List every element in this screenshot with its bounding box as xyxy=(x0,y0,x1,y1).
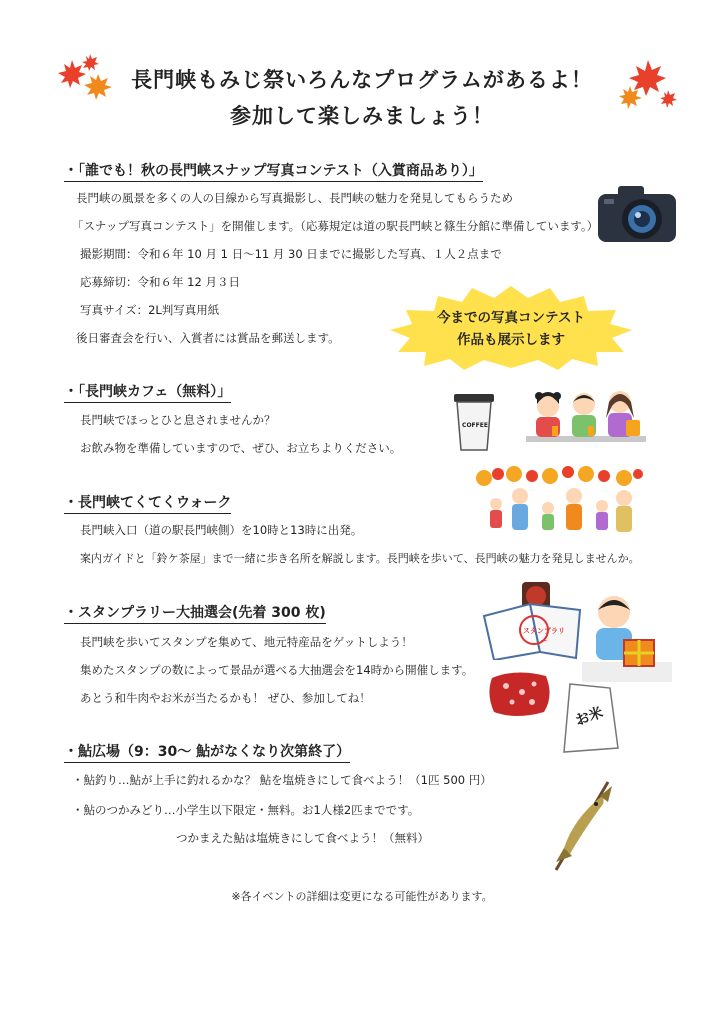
exhibition-burst-badge xyxy=(388,284,634,370)
ayu-fishing-line: ・鮎釣り…鮎が上手に釣れるかな？ 鮎を塩焼きにして食べよう！（1匹 500 円） xyxy=(72,773,492,787)
page-title-line2: 参加して楽しみましょう！ xyxy=(230,104,494,128)
walk-text-line: 案内ガイドと「鈴ケ茶屋」まで一緒に歩き名所を解説します。長門峡を歩いて、長門峡の魅力を発見しませんか。 xyxy=(80,552,640,565)
photo-text-line: 長門峡の風景を多くの人の目線から写真撮影し、長門峡の魅力を発見してもらうため xyxy=(76,191,513,205)
stamp-text-line: 長門峡を歩いてスタンプを集めて、地元特産品をゲットしよう！ xyxy=(80,635,413,649)
stamp-text-line: あとう和牛肉やお米が当たるかも！ ぜひ、参加してね！ xyxy=(80,691,371,705)
stamp-icon xyxy=(480,580,586,660)
page-title-line1: 長門峡もみじ祭いろんなプログラムがあるよ！ xyxy=(131,68,593,92)
burst-text-line2: 作品も展示します xyxy=(457,332,565,348)
wagyu-beef-illustration xyxy=(486,668,554,720)
photo-size-line: 写真サイズ：2L判写真用紙 xyxy=(80,303,220,317)
section-heading-walk: ・長門峡てくてくウォーク xyxy=(64,492,231,514)
section-heading-cafe: ・「長門峡カフェ（無料）」 xyxy=(64,381,231,403)
walk-text-line: 長門峡入口（道の駅長門峡側）を10時と13時に出発。 xyxy=(80,523,363,537)
fish-icon xyxy=(546,778,618,874)
ayu-grill-line: つかまえた鮎は塩焼きにして食べよう！（無料） xyxy=(176,831,429,845)
section-heading-ayu-plaza: ・鮎広場（9：30～ 鮎がなくなり次第終了） xyxy=(64,741,350,763)
cafe-text-line: お飲み物を準備していますので、ぜひ、お立ちよりください。 xyxy=(80,441,402,455)
photo-text-line: 「スナップ写真コンテスト」を開催します。（応募規定は道の駅長門峡と篠生分館に準備しています。） xyxy=(72,219,599,233)
camera-icon xyxy=(596,182,678,246)
maple-leaf-icon xyxy=(618,56,678,112)
coffee-cup-label: COFFEE xyxy=(462,422,488,429)
burst-text-line1: 今までの写真コンテスト xyxy=(437,310,585,326)
walking-group-illustration xyxy=(474,466,644,546)
stamp-text-line: 集めたスタンプの数によって景品が選べる大抽選会を14時から開催します。 xyxy=(80,663,474,677)
cafe-text-line: 長門峡でほっとひと息されませんか？ xyxy=(80,413,276,427)
photo-deadline-line: 応募締切：令和６年 12 月３日 xyxy=(80,275,240,289)
ayu-catch-line: ・鮎のつかみどり…小学生以下限定・無料。お1人様2匹までです。 xyxy=(72,803,420,817)
kids-drinking-illustration xyxy=(526,384,646,454)
rice-bag-label: お米 xyxy=(573,704,606,730)
photo-period-line: 撮影期間：令和６年 10 月 1 日～11 月 30 日までに撮影した写真、１人２点まで xyxy=(80,247,502,261)
stamp-card-label: スタンプラリー xyxy=(523,627,565,645)
section-heading-photo-contest: ・「誰でも！秋の長門峡スナップ写真コンテスト（入賞商品あり）」 xyxy=(64,160,483,182)
maple-leaf-icon xyxy=(58,52,116,104)
photo-judging-line: 後日審査会を行い、入賞者には賞品を郵送します。 xyxy=(76,331,340,345)
footer-note: ※各イベントの詳細は変更になる可能性があります。 xyxy=(231,890,493,903)
kid-with-prize-illustration xyxy=(582,592,672,684)
section-heading-stamp-rally: ・スタンプラリー大抽選会(先着 300 枚) xyxy=(64,602,326,624)
